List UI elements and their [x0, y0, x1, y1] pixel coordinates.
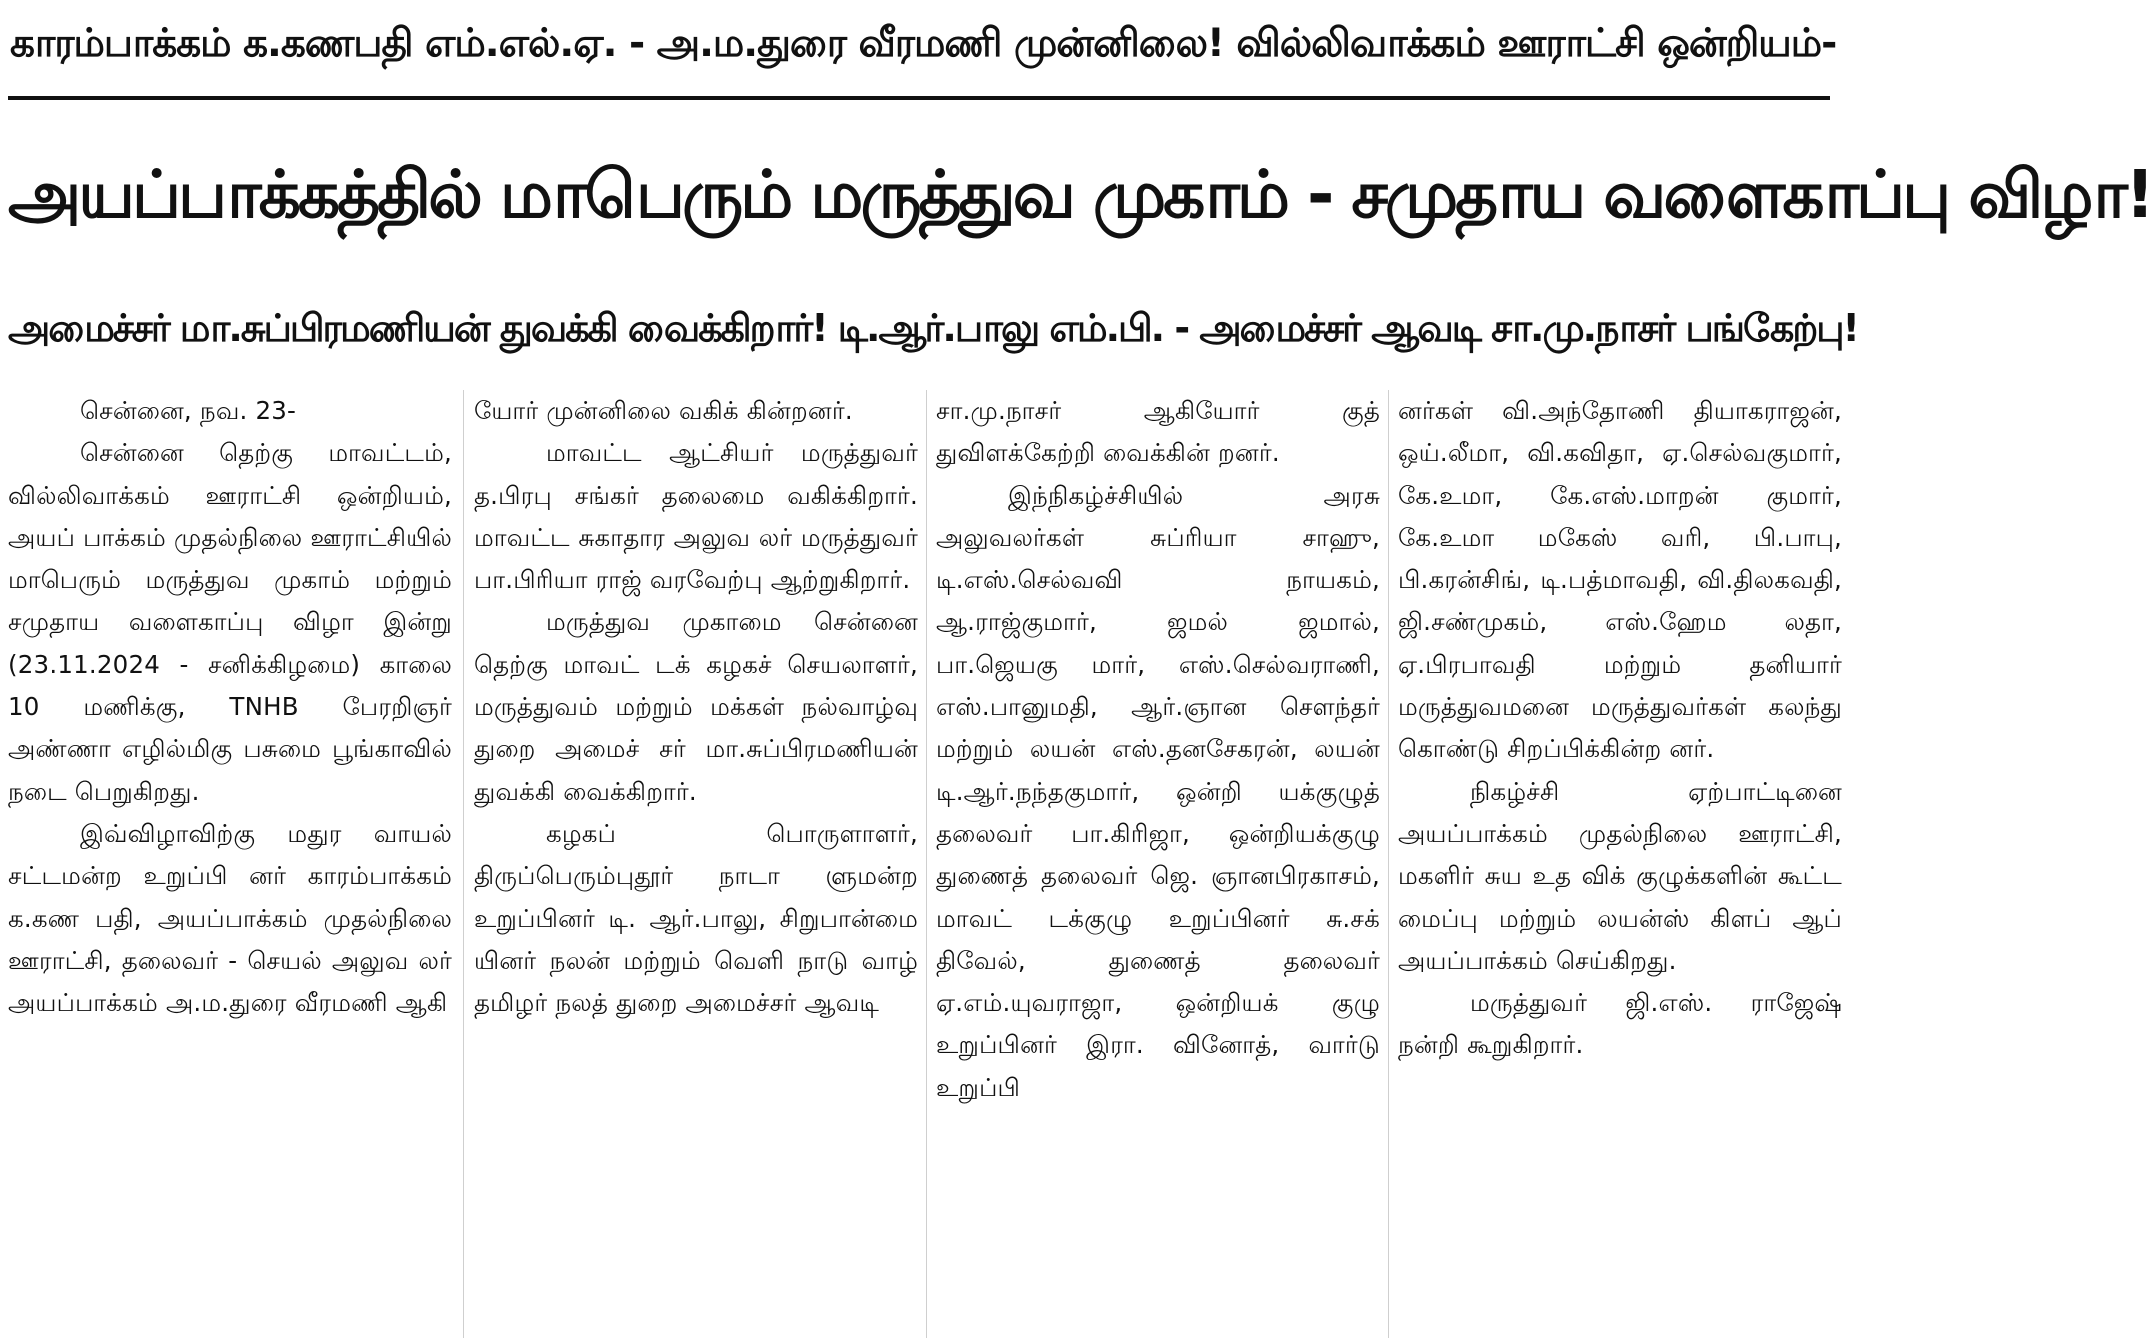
column-divider: [926, 390, 927, 1338]
article-column-1: [8, 390, 452, 1338]
article-column-3: [936, 390, 1380, 1338]
article-body: [8, 390, 1842, 1338]
article-paragraph: நிகழ்ச்சி ஏற்பாட்டினை அயப்பாக்கம் முதல்நிலை ஊராட்சி, மகளிர் சுய உத விக் குழுக்களின் கூட்ட மைப்பு மற்றும் லயன்ஸ் கிளப் ஆப் அயப்பாக்கம் செய்கிறது.: [1398, 776, 1842, 975]
headline: அயப்பாக்கத்தில் மாபெரும் மருத்துவ முகாம் - சமுதாய வளைகாப்பு விழா!: [8, 156, 2152, 233]
article-paragraph-continued: யோர் முன்னிலை வகிக் கின்றனர்.: [474, 396, 853, 425]
column-divider: [1388, 390, 1389, 1338]
article-paragraph-continued: சா.மு.நாசர் ஆகியோர் குத் துவிளக்கேற்றி வைக்கின் றனர்.: [936, 396, 1380, 468]
article-paragraph: கழகப் பொருளாளர், திருப்பெரும்புதூர் நாடா ளுமன்ற உறுப்பினர் டி. ஆர்.பாலு, சிறுபான்மை யினர் நலன் மற்றும் வெளி நாடு வாழ் தமிழர் நலத் துறை அமைச்சர் ஆவடி: [474, 818, 918, 1018]
dateline: சென்னை, நவ. 23-: [80, 396, 297, 425]
article-paragraph: மருத்துவ முகாமை சென்னை தெற்கு மாவட் டக் கழகச் செயலாளர், மருத்துவம் மற்றும் மக்கள் நல்வாழ்வு துறை அமைச் சர் மா.சுப்பிரமணியன் துவக்கி வைக்கிறார்.: [474, 607, 918, 806]
subheadline: அமைச்சர் மா.சுப்பிரமணியன் துவக்கி வைக்கிறார்! டி.ஆர்.பாலு எம்.பி. - அமைச்சர் ஆவடி சா.மு.நாசர் பங்கேற்பு!: [8, 306, 1858, 350]
article-column-4: [1398, 390, 1842, 1338]
article-paragraph: இவ்விழாவிற்கு மதுர வாயல் சட்டமன்ற உறுப்பி னர் காரம்பாக்கம் க.கண பதி, அயப்பாக்கம் முதல்நிலை ஊராட்சி, தலைவர் - செயல் அலுவ லர் அயப்பாக்கம் அ.ம.துரை வீரமணி ஆகி: [8, 818, 452, 1018]
article-paragraph-continued: னர்கள் வி.அந்தோணி தியாகராஜன், ஒய்.லீமா, வி.கவிதா, ஏ.செல்வகுமார், கே.உமா, கே.எஸ்.மாறன் குமார், கே.உமா மகேஸ் வரி, பி.பாபு, பி.கரன்சிங், டி.பத்மாவதி, வி.திலகவதி, ஜி.சண்முகம், எஸ்.ஹேம லதா, ஏ.பிரபாவதி மற்றும் தனியார் மருத்துவமனை மருத்துவர்கள் கலந்து கொண்டு சிறப்பிக்கின்ற னர்.: [1398, 396, 1842, 764]
article-column-2: [474, 390, 918, 1338]
article-paragraph: இந்நிகழ்ச்சியில் அரசு அலுவலர்கள் சுப்ரியா சாஹு, டி.எஸ்.செல்வவி நாயகம், ஆ.ராஜ்குமார், ஜமல் ஜமால், பா.ஜெயகு மார், எஸ்.செல்வராணி, எஸ்.பானுமதி, ஆர்.ஞான சௌந்தர் மற்றும் லயன் எஸ்.தனசேகரன், லயன் டி.ஆர்.நந்தகுமார், ஒன்றி யக்குழுத் தலைவர் பா.கிரிஜா, ஒன்றியக்குழு துணைத் தலைவர் ஜெ. ஞானபிரகாசம், மாவட் டக்குழு உறுப்பினர் சு.சக் திவேல், துணைத் தலைவர் ஏ.எம்.யுவராஜா, ஒன்றியக் குழு உறுப்பினர் இரா. வினோத், வார்டு உறுப்பி: [936, 480, 1380, 1102]
column-divider: [463, 390, 464, 1338]
kicker-divider: [8, 96, 1830, 100]
kicker-line: காரம்பாக்கம் க.கணபதி எம்.எல்.ஏ. - அ.ம.துரை வீரமணி முன்னிலை! வில்லிவாக்கம் ஊராட்சி ஒன்றியம்-: [10, 21, 1837, 66]
article-paragraph: சென்னை தெற்கு மாவட்டம், வில்லிவாக்கம் ஊராட்சி ஒன்றியம், அயப் பாக்கம் முதல்நிலை ஊராட்சியில் மாபெரும் மருத்துவ முகாம் மற்றும் சமுதாய வளைகாப்பு விழா இன்று (23.11.2024 - சனிக்கிழமை) காலை 10 மணிக்கு, TNHB பேரறிஞர் அண்ணா எழில்மிகு பசுமை பூங்காவில் நடை பெறுகிறது.: [8, 438, 452, 806]
article-paragraph: மருத்துவர் ஜி.எஸ். ராஜேஷ் நன்றி கூறுகிறார்.: [1398, 988, 1842, 1060]
article-paragraph: மாவட்ட ஆட்சியர் மருத்துவர் த.பிரபு சங்கர் தலைமை வகிக்கிறார். மாவட்ட சுகாதார அலுவ லர் மருத்துவர் பா.பிரியா ராஜ் வரவேற்பு ஆற்றுகிறார்.: [474, 438, 918, 595]
